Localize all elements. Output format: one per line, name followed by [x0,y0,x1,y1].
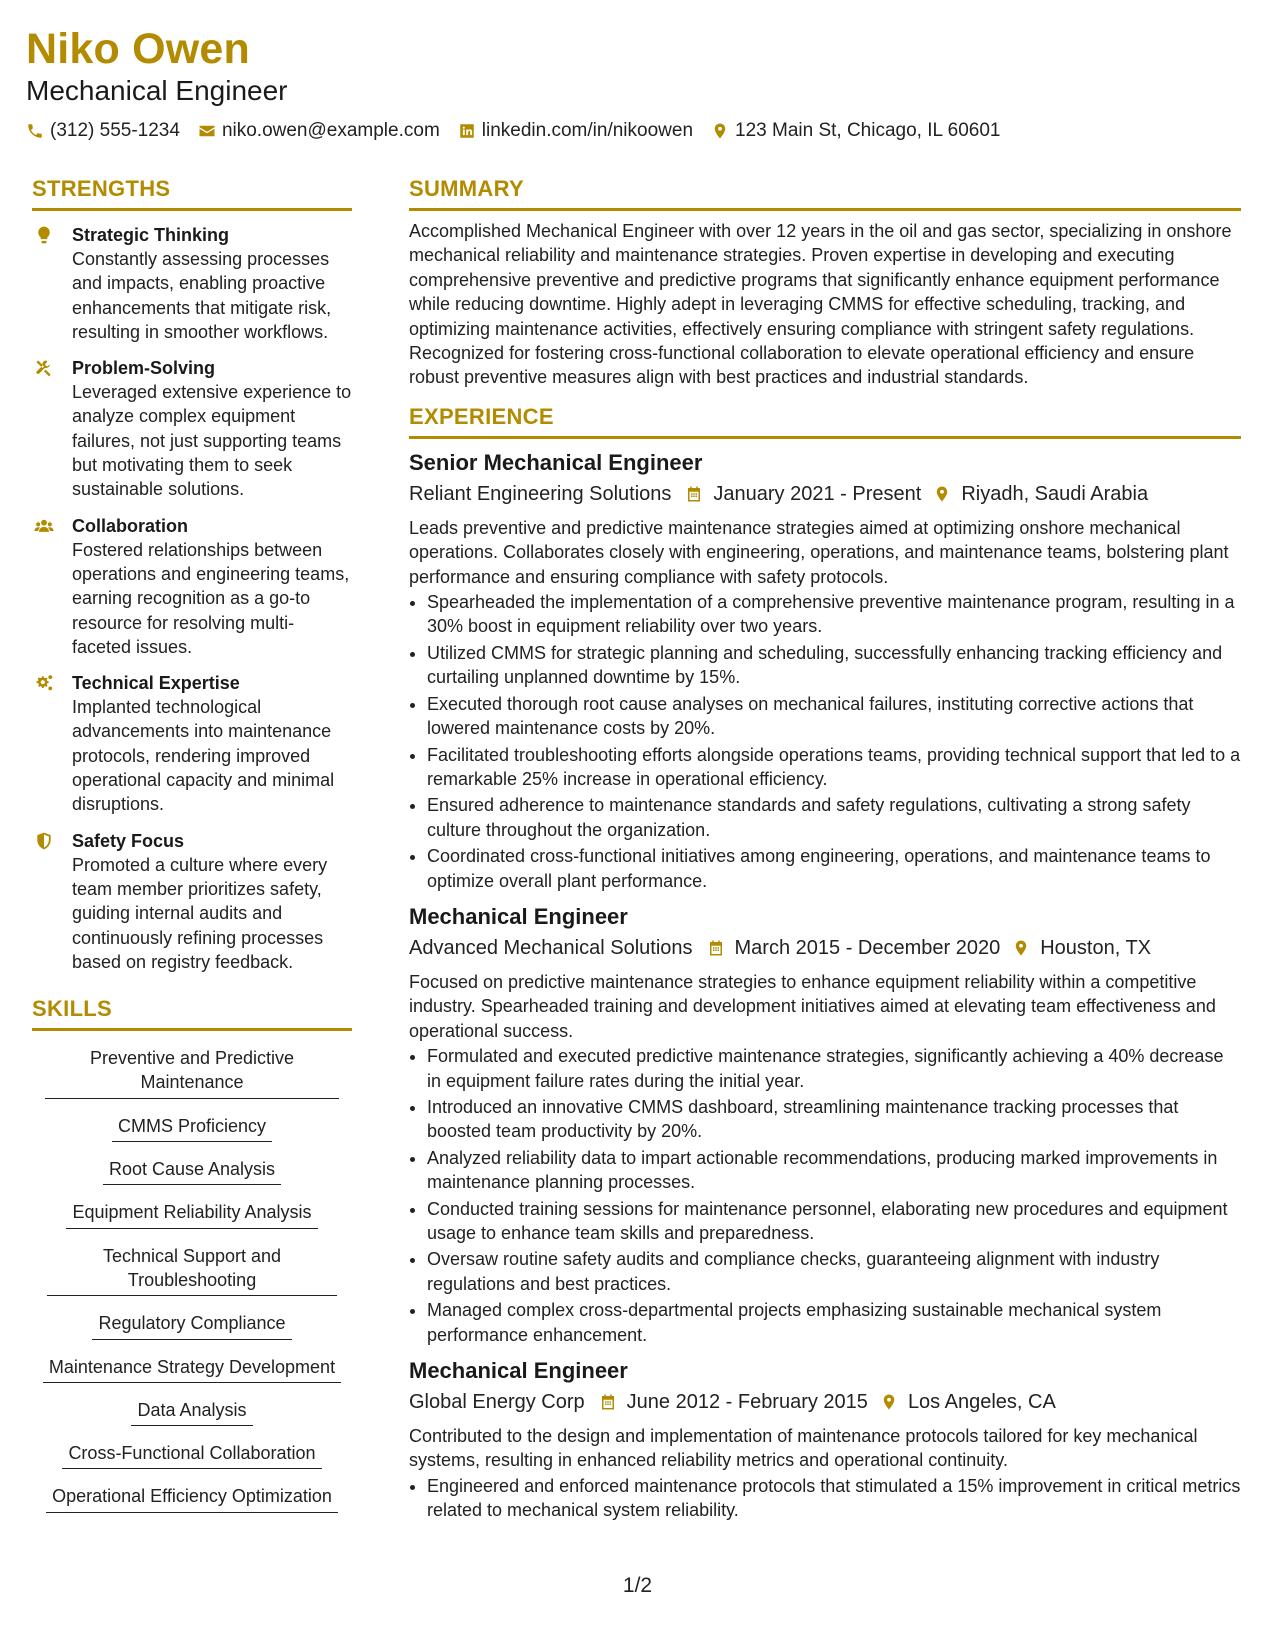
strength-item [32,356,352,501]
candidate-title: Mechanical Engineer [26,75,288,106]
strength-desc: Implanted technological advancements into maintenance protocols, rendering improved operational capacity and minimal disruptions. [72,697,335,815]
skill-item: Equipment Reliability Analysis [66,1196,317,1228]
job-meta [409,1388,1241,1416]
job-company: Reliant Engineering Solutions [409,482,672,505]
page-number: 1/2 [622,1574,653,1597]
job-location: Los Angeles, CA [907,1391,1056,1414]
strength-desc: Promoted a culture where every team member prioritizes safety, guiding internal audits and continuously refining processes based on registry feedback. [72,854,328,972]
job-meta [409,480,1241,508]
linkedin-icon [458,122,476,140]
email-text: niko.owen@example.com [221,120,440,141]
contact-linkedin[interactable] [458,120,693,142]
contact-info [26,120,1246,142]
shield-icon [34,831,54,851]
skill-item: Cross-Functional Collaboration [62,1437,321,1469]
map-pin-icon [1012,939,1030,957]
job-title: Mechanical Engineer [409,903,628,929]
tools-icon [34,358,54,378]
strength-item [32,514,352,659]
bullet-item: • Executed thorough root cause analyses on mechanical failures, instituting corrective actions that lowered maintenance costs by 20%. [427,692,1241,741]
calendar-icon [685,485,703,503]
job-dates: March 2015 - December 2020 [734,936,1001,959]
phone-icon [26,122,44,140]
job-location: Houston, TX [1040,936,1152,959]
bullet-item: • Engineered and enforced maintenance protocols that stimulated a 15% improvement in critical metrics related to mechanical system reliability. [427,1474,1241,1523]
summary-heading: SUMMARY [409,176,1241,211]
job-dates: January 2021 - Present [713,482,922,505]
skill-item: CMMS Proficiency [112,1110,272,1142]
strength-name: Collaboration [72,515,188,536]
skills-list [32,1042,352,1513]
map-pin-icon [880,1393,898,1411]
skill-item: Preventive and Predictive Maintenance [45,1042,339,1099]
calendar-icon [707,939,725,957]
job-bullets [409,590,1241,893]
contact-email[interactable] [198,120,440,142]
bullet-item: • Conducted training sessions for maintenance personnel, elaborating new procedures and equipment usage to enhance team skills and preparedness. [427,1197,1241,1246]
strength-name: Problem-Solving [72,358,216,379]
bullet-item: • Facilitated troubleshooting efforts alongside operations teams, providing technical support that led to a remarkable 25% increase in operational efficiency. [427,743,1241,792]
skill-item: Operational Efficiency Optimization [46,1480,338,1512]
lightbulb-icon [34,225,54,245]
strength-name: Safety Focus [72,830,185,851]
job-description: Leads preventive and predictive maintenance strategies aimed at optimizing onshore mechanical operations. Collaborates closely with engineering, operations, and maintenance teams, bolstering plant performance and ensuring compliance with safety protocols. [409,517,1229,587]
job-bullets [409,1044,1241,1347]
strength-name: Technical Expertise [72,673,240,694]
bullet-item: • Coordinated cross-functional initiatives among engineering, operations, and maintenance teams to optimize overall plant performance. [427,844,1241,893]
summary-text: Accomplished Mechanical Engineer with over 12 years in the oil and gas sector, specializing in onshore mechanical reliability and maintenance strategies. Proven expertise in developing and executing comprehensive preventive and predictive programs that significantly enhance equipment performance while reducing downtime. Highly adept in leveraging CMMS for effective scheduling, tracking, and optimizing maintenance activities, effectively ensuring compliance with stringent safety regulations. Recognized for fostering cross-functional collaboration to elevate operational efficiency and ensure robust preventive measures align with best practices and industrial standards. [409,221,1232,388]
strength-item [32,223,352,344]
contact-address [711,120,1000,142]
job-company: Advanced Mechanical Solutions [409,936,693,959]
bullet-item: • Oversaw routine safety audits and compliance checks, guaranteeing alignment with industry regulations and best practices. [427,1247,1241,1296]
address-text: 123 Main St, Chicago, IL 60601 [735,120,1001,141]
right-column [409,176,1241,1525]
phone-text: (312) 555-1234 [50,120,180,141]
bullet-item: • Analyzed reliability data to impart actionable recommendations, producing marked improvements in maintenance planning processes. [427,1146,1241,1195]
experience-heading: EXPERIENCE [409,404,1241,439]
calendar-icon [599,1393,617,1411]
strength-desc: Fostered relationships between operations and engineering teams, earning recognition as a go-to resource for resolving multi-faceted issues. [72,539,350,657]
skill-item: Maintenance Strategy Development [43,1351,341,1383]
skill-item: Regulatory Compliance [92,1307,291,1339]
users-icon [34,516,54,536]
skills-heading: SKILLS [32,996,352,1031]
job-entry [409,903,1241,1347]
contact-phone[interactable] [26,120,180,142]
job-entry [409,1357,1241,1523]
bullet-item: • Formulated and executed predictive maintenance strategies, significantly achieving a 40% decrease in equipment failure rates during the initial year. [427,1044,1241,1093]
strength-desc: Leveraged extensive experience to analyze complex equipment failures, not just supporting teams but motivating them to seek sustainable solutions. [72,382,352,500]
job-entry [409,449,1241,893]
bullet-item: • Utilized CMMS for strategic planning and scheduling, successfully enhancing tracking efficiency and curtailing unplanned downtime by 15%. [427,641,1241,690]
job-description: Focused on predictive maintenance strategies to enhance equipment reliability within a competitive industry. Spearheaded training and development initiatives aimed at elevating team effectiveness and operational success. [409,971,1216,1041]
job-company: Global Energy Corp [409,1391,585,1414]
bullet-item: • Ensured adherence to maintenance standards and safety regulations, cultivating a strong safety culture throughout the organization. [427,793,1241,842]
strength-item [32,829,352,974]
envelope-icon [198,122,216,140]
strengths-heading: STRENGTHS [32,176,352,211]
job-location: Riyadh, Saudi Arabia [961,482,1149,505]
strength-desc: Constantly assessing processes and impacts, enabling proactive enhancements that mitigate risk, resulting in smoother workflows. [72,249,332,342]
job-title: Mechanical Engineer [409,1358,628,1384]
map-pin-icon [711,122,729,140]
skill-item: Technical Support and Troubleshooting [47,1240,337,1297]
skill-item: Root Cause Analysis [103,1153,281,1185]
linkedin-text: linkedin.com/in/nikoowen [481,120,694,141]
left-column [32,176,352,1513]
gears-icon [34,673,54,693]
map-pin-icon [933,485,951,503]
bullet-item: • Managed complex cross-departmental projects emphasizing sustainable mechanical system performance enhancement. [427,1298,1241,1347]
bullet-item: • Spearheaded the implementation of a comprehensive preventive maintenance program, resulting in a 30% boost in equipment reliability over two years. [427,590,1241,639]
job-bullets [409,1474,1241,1523]
skill-item: Data Analysis [131,1394,252,1426]
strength-item [32,671,352,816]
resume-header [26,24,1246,142]
job-title: Senior Mechanical Engineer [409,449,703,475]
job-description: Contributed to the design and implementation of maintenance protocols tailored for key mechanical systems, resulting in enhanced reliability metrics and operational continuity. [409,1426,1198,1471]
job-meta [409,934,1241,962]
bullet-item: • Introduced an innovative CMMS dashboard, streamlining maintenance tracking processes that boosted team productivity by 20%. [427,1095,1241,1144]
strength-name: Strategic Thinking [72,225,230,245]
job-dates: June 2012 - February 2015 [626,1391,868,1414]
candidate-name: Niko Owen [26,25,251,73]
